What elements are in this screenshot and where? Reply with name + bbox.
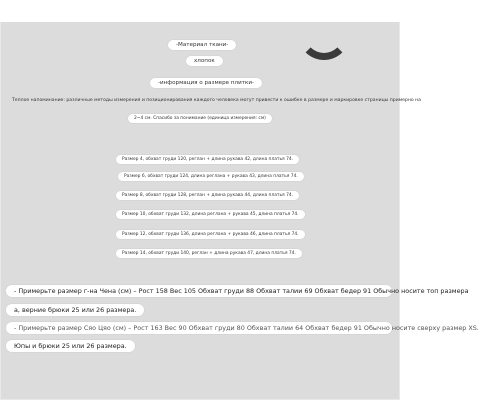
circular-shape-decoration	[298, 8, 350, 60]
size-row: Размер 8, обхват груди 128, реглан + длина рукава 44, длина платья 74.	[116, 191, 299, 200]
size-row: Размер 10, обхват груди 132, длина реглана + рукава 45, длина платья 74.	[116, 210, 305, 219]
size-info-section-label: -информация о размере плитки-	[150, 78, 262, 88]
material-section-label: -Материал ткани-	[168, 40, 236, 50]
disclaimer-text-line2: 2~4 см. Спасибо за понимание (единица измерения: см)	[128, 114, 272, 123]
size-row: Размер 12, обхват груди 136, длина реглана + рукава 46, длина платья 74.	[116, 230, 305, 239]
size-row: Размер 4, обхват груди 120, реглан + длина рукава 42, длина платья 74.	[116, 155, 299, 164]
size-row: Размер 14, обхват груди 140, реглан + длина рукава 47, длина платья 74.	[116, 249, 302, 258]
model-fit-chen-line2: а, верние брюки 25 или 26 размера.	[6, 304, 144, 316]
model-fit-qiao-line1: - Примерьте размер Сяо Цяо (см) – Рост 163 Вес 90 Обхват груди 80 Обхват талии 64 Обхват бедер 91 Обычно носите сверху размер XS.	[6, 322, 392, 334]
size-row: Размер 6, обхват груди 124, длина реглана + рукава 43, длина платья 74.	[118, 172, 304, 181]
model-fit-chen-line1: - Примерьте размер г-на Чена (см) – Рост 158 Вес 105 Обхват груди 88 Обхват талии 69 Обхват бедер 91 Обычно носите топ размера	[6, 285, 392, 297]
material-value: хлопок	[186, 56, 223, 66]
model-fit-qiao-line2: Юпы и брюки 25 или 26 размера.	[6, 340, 135, 352]
disclaimer-text: Теплое напоминание: различные методы измерения и позиционирования каждого человека могут привести к ошибке в размере и маркировке страницы примерно на	[12, 98, 421, 103]
